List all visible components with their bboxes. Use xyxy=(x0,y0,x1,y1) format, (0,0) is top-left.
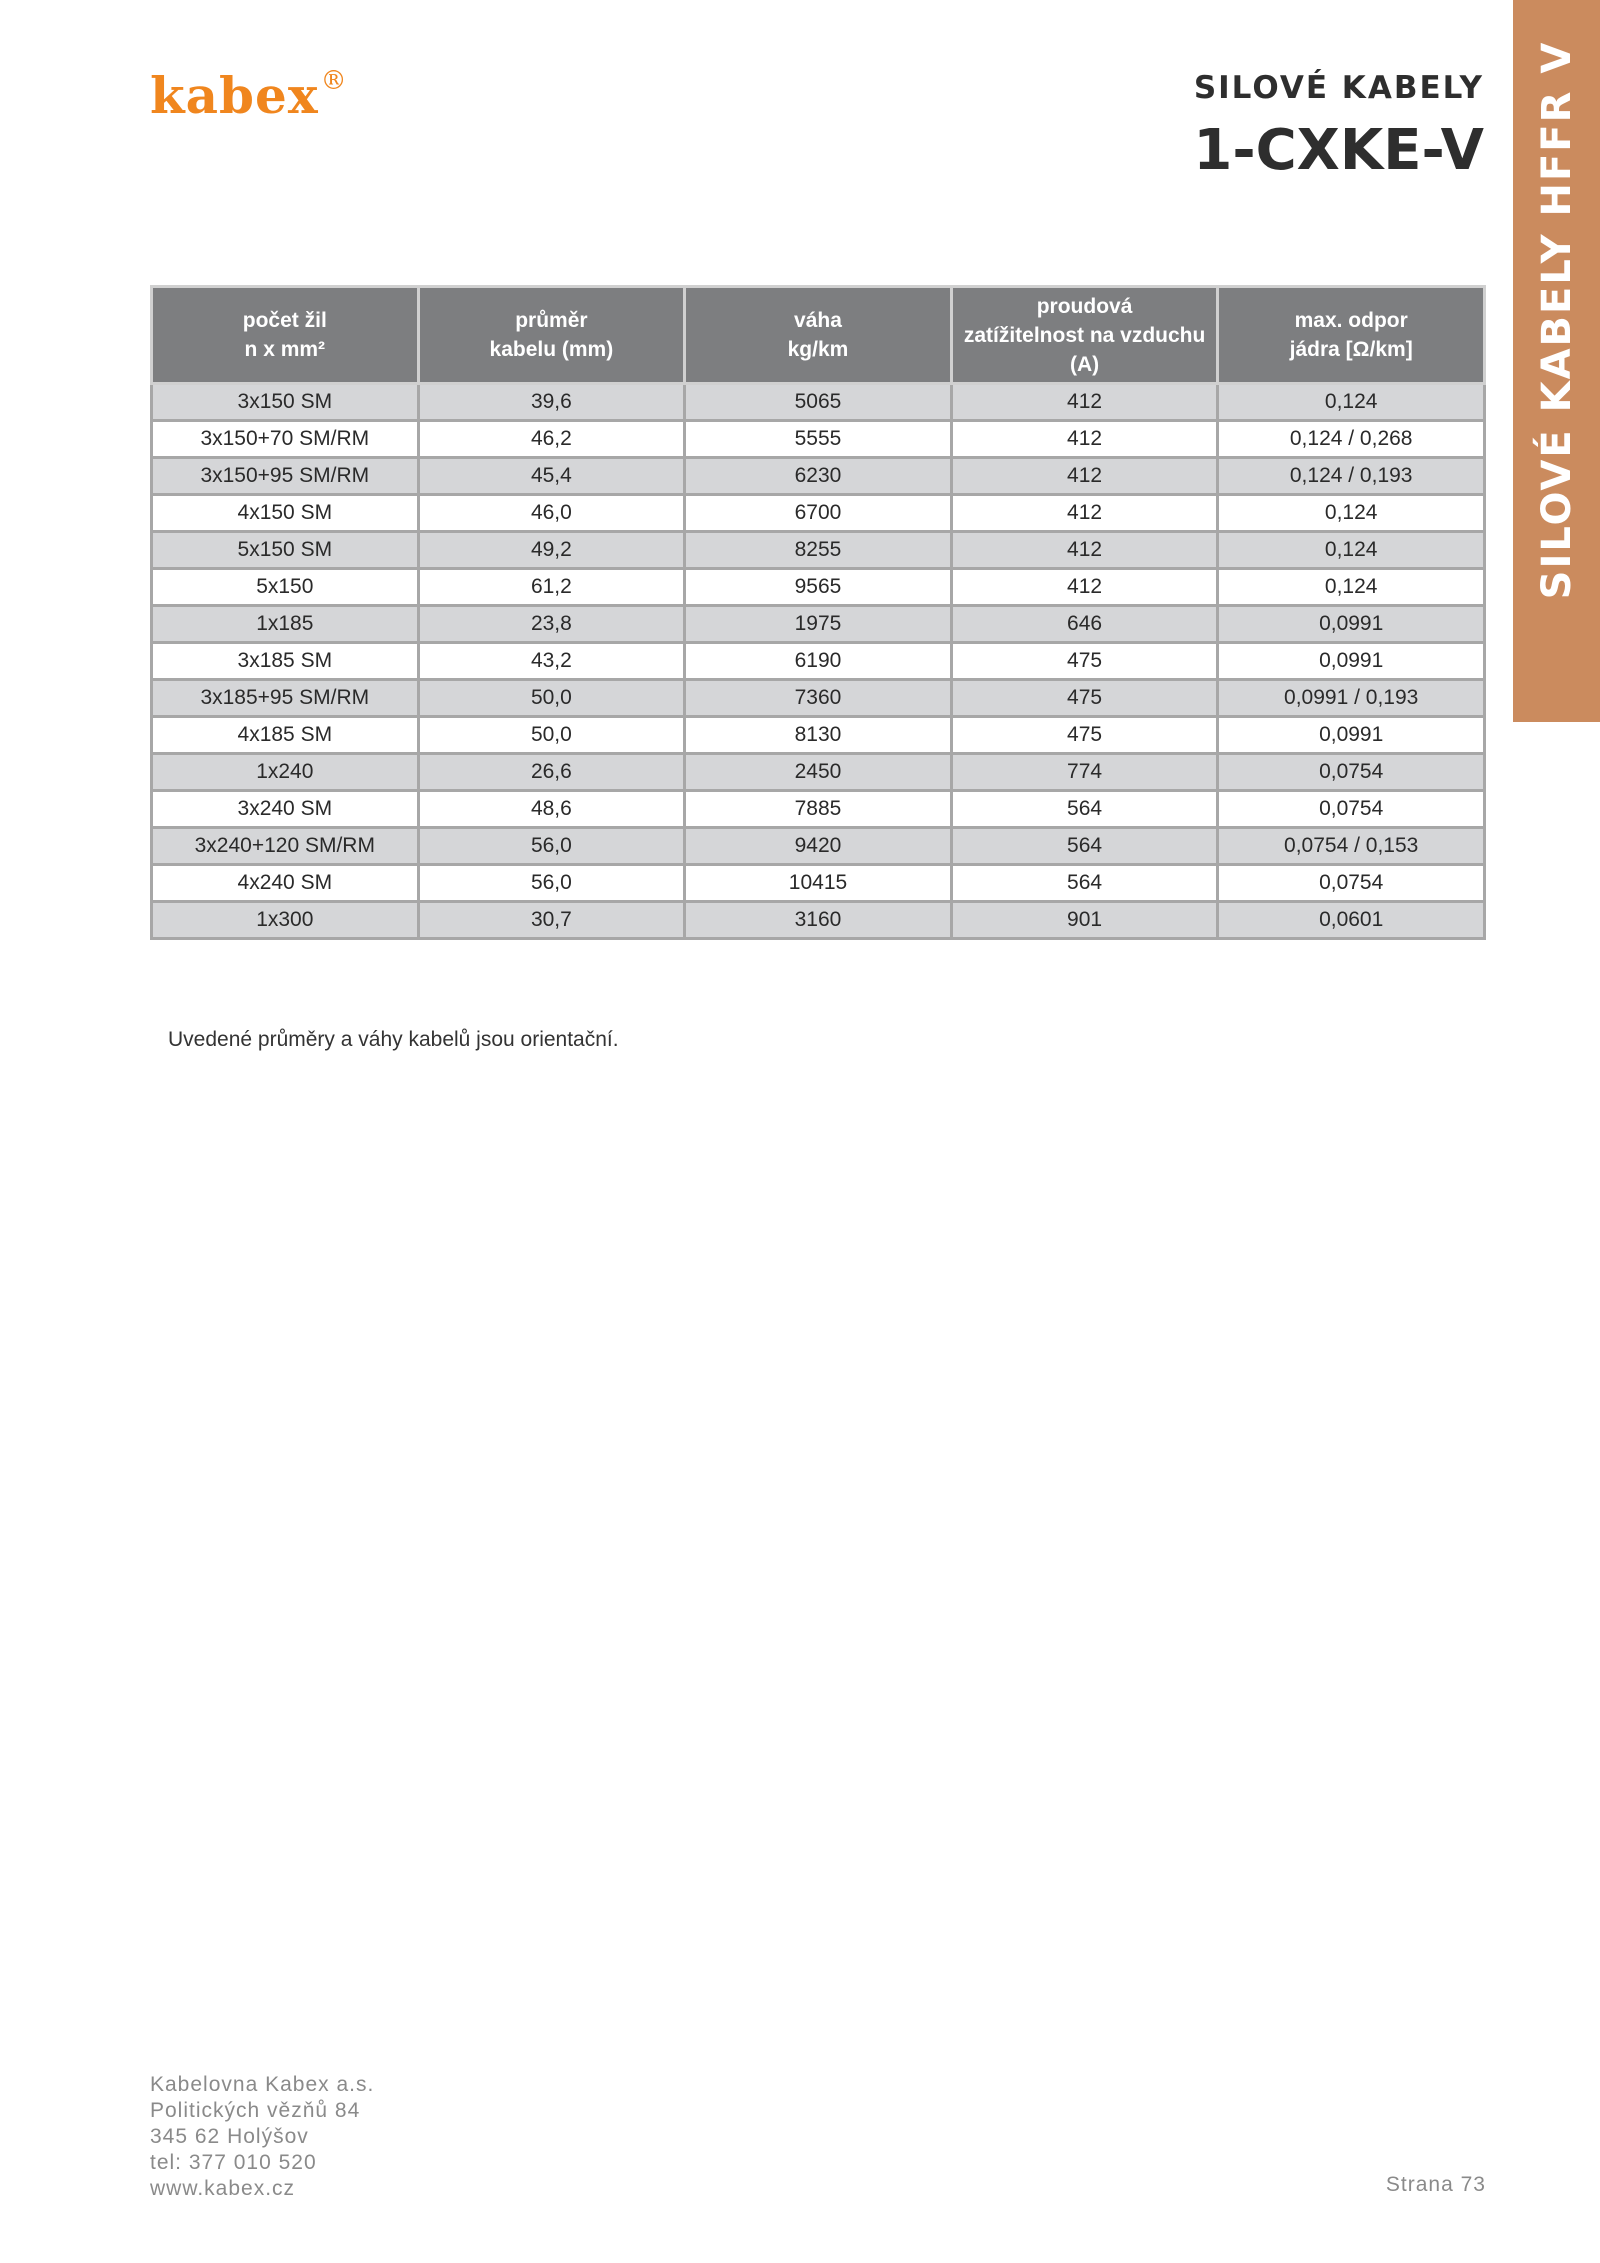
table-cell: 646 xyxy=(951,606,1218,643)
table-row xyxy=(152,384,1485,421)
table-cell: 0,0754 xyxy=(1218,754,1485,791)
column-header xyxy=(418,287,685,384)
footnote: Uvedené průměry a váhy kabelů jsou orientační. xyxy=(168,1028,619,1051)
cable-spec-table xyxy=(150,285,1486,940)
table-cell: 6230 xyxy=(685,458,952,495)
table-cell: 8130 xyxy=(685,717,952,754)
table-cell: 43,2 xyxy=(418,643,685,680)
column-header-line: max. odpor xyxy=(1294,309,1408,332)
table-cell: 0,0991 xyxy=(1218,643,1485,680)
table-cell: 412 xyxy=(951,569,1218,606)
table-cell: 45,4 xyxy=(418,458,685,495)
table-cell: 48,6 xyxy=(418,791,685,828)
table-cell: 0,124 xyxy=(1218,384,1485,421)
table-cell: 30,7 xyxy=(418,902,685,939)
table-cell: 1975 xyxy=(685,606,952,643)
table-cell: 49,2 xyxy=(418,532,685,569)
table-cell: 1x300 xyxy=(152,902,419,939)
table-cell: 4x185 SM xyxy=(152,717,419,754)
column-header-line: počet žil xyxy=(242,309,327,332)
table-cell: 26,6 xyxy=(418,754,685,791)
column-header xyxy=(1218,287,1485,384)
table-cell: 9420 xyxy=(685,828,952,865)
table-cell: 412 xyxy=(951,458,1218,495)
table-cell: 412 xyxy=(951,532,1218,569)
table-cell: 412 xyxy=(951,495,1218,532)
table-cell: 10415 xyxy=(685,865,952,902)
city-address: 345 62 Holýšov xyxy=(150,2125,309,2148)
table-cell: 0,124 xyxy=(1218,532,1485,569)
table-cell: 0,124 / 0,193 xyxy=(1218,458,1485,495)
table-cell: 0,0991 xyxy=(1218,606,1485,643)
section-title: SILOVÉ KABELY xyxy=(1193,70,1484,106)
table-cell: 50,0 xyxy=(418,680,685,717)
table-cell: 4x150 SM xyxy=(152,495,419,532)
table-row xyxy=(152,717,1485,754)
table-cell: 8255 xyxy=(685,532,952,569)
table-row xyxy=(152,458,1485,495)
table-cell: 3x150+70 SM/RM xyxy=(152,421,419,458)
table-row xyxy=(152,606,1485,643)
table-header-row xyxy=(152,287,1485,384)
table-cell: 3x240 SM xyxy=(152,791,419,828)
table-cell: 1x240 xyxy=(152,754,419,791)
table-cell: 4x240 SM xyxy=(152,865,419,902)
table-cell: 0,0754 / 0,153 xyxy=(1218,828,1485,865)
column-header-line: kg/km xyxy=(787,338,849,361)
table-cell: 564 xyxy=(951,828,1218,865)
table-cell: 6190 xyxy=(685,643,952,680)
table-row xyxy=(152,495,1485,532)
table-cell: 7885 xyxy=(685,791,952,828)
column-header xyxy=(152,287,419,384)
table-cell: 9565 xyxy=(685,569,952,606)
table-cell: 2450 xyxy=(685,754,952,791)
table-cell: 56,0 xyxy=(418,828,685,865)
table-cell: 23,8 xyxy=(418,606,685,643)
table-row xyxy=(152,532,1485,569)
table-cell: 901 xyxy=(951,902,1218,939)
table-cell: 475 xyxy=(951,680,1218,717)
table-body xyxy=(152,384,1485,939)
table-row xyxy=(152,569,1485,606)
table-row xyxy=(152,791,1485,828)
company-name: Kabelovna Kabex a.s. xyxy=(150,2073,375,2096)
table-cell: 0,0754 xyxy=(1218,791,1485,828)
table-cell: 564 xyxy=(951,865,1218,902)
side-tab-label: SILOVÉ KABELY HFFR V xyxy=(1533,40,1580,600)
column-header-line: váha xyxy=(794,309,842,332)
kabex-logo xyxy=(150,66,348,125)
table-cell: 412 xyxy=(951,421,1218,458)
table-cell: 3x150+95 SM/RM xyxy=(152,458,419,495)
table-cell: 39,6 xyxy=(418,384,685,421)
table-cell: 1x185 xyxy=(152,606,419,643)
table-cell: 5555 xyxy=(685,421,952,458)
column-header-line: kabelu (mm) xyxy=(489,338,614,361)
registered-mark: ® xyxy=(320,66,348,96)
table-cell: 46,2 xyxy=(418,421,685,458)
table-cell: 564 xyxy=(951,791,1218,828)
column-header-line: n x mm² xyxy=(244,338,326,361)
table-row xyxy=(152,828,1485,865)
product-title: 1-CXKE-V xyxy=(1193,118,1484,183)
table-cell: 3x240+120 SM/RM xyxy=(152,828,419,865)
table-row xyxy=(152,754,1485,791)
table-cell: 0,0754 xyxy=(1218,865,1485,902)
phone-number: tel: 377 010 520 xyxy=(150,2151,317,2174)
table-cell: 0,124 xyxy=(1218,569,1485,606)
table-cell: 412 xyxy=(951,384,1218,421)
table-cell: 0,0601 xyxy=(1218,902,1485,939)
table-cell: 7360 xyxy=(685,680,952,717)
table-cell: 475 xyxy=(951,717,1218,754)
table-cell: 475 xyxy=(951,643,1218,680)
table-cell: 774 xyxy=(951,754,1218,791)
column-header xyxy=(951,287,1218,384)
column-header-line: proudová xyxy=(1036,294,1133,318)
table-cell: 3x185+95 SM/RM xyxy=(152,680,419,717)
table-cell: 0,0991 xyxy=(1218,717,1485,754)
table-cell: 5x150 SM xyxy=(152,532,419,569)
table-cell: 3160 xyxy=(685,902,952,939)
column-header-line: zatížitelnost na vzduchu xyxy=(963,323,1206,347)
table-cell: 5065 xyxy=(685,384,952,421)
table-row xyxy=(152,902,1485,939)
table-cell: 5x150 xyxy=(152,569,419,606)
table-cell: 56,0 xyxy=(418,865,685,902)
table-cell: 0,124 xyxy=(1218,495,1485,532)
street-address: Politických vězňů 84 xyxy=(150,2099,361,2122)
website-link[interactable]: www.kabex.cz xyxy=(150,2177,296,2200)
logo-text: kabex xyxy=(150,66,319,125)
table-row xyxy=(152,865,1485,902)
column-header xyxy=(685,287,952,384)
column-header-line: jádra [Ω/km] xyxy=(1289,338,1413,361)
table-cell: 3x185 SM xyxy=(152,643,419,680)
table-row xyxy=(152,643,1485,680)
table-cell: 6700 xyxy=(685,495,952,532)
table-cell: 3x150 SM xyxy=(152,384,419,421)
page-number: Strana 73 xyxy=(1385,2173,1486,2196)
footer-address xyxy=(150,2072,374,2202)
table-cell: 0,124 / 0,268 xyxy=(1218,421,1485,458)
side-tab xyxy=(1513,0,1600,722)
table-row xyxy=(152,680,1485,717)
table-cell: 50,0 xyxy=(418,717,685,754)
column-header-line: průměr xyxy=(515,309,588,332)
table-cell: 61,2 xyxy=(418,569,685,606)
table-row xyxy=(152,421,1485,458)
table-cell: 46,0 xyxy=(418,495,685,532)
table-cell: 0,0991 / 0,193 xyxy=(1218,680,1485,717)
column-header-line: (A) xyxy=(1070,352,1100,376)
